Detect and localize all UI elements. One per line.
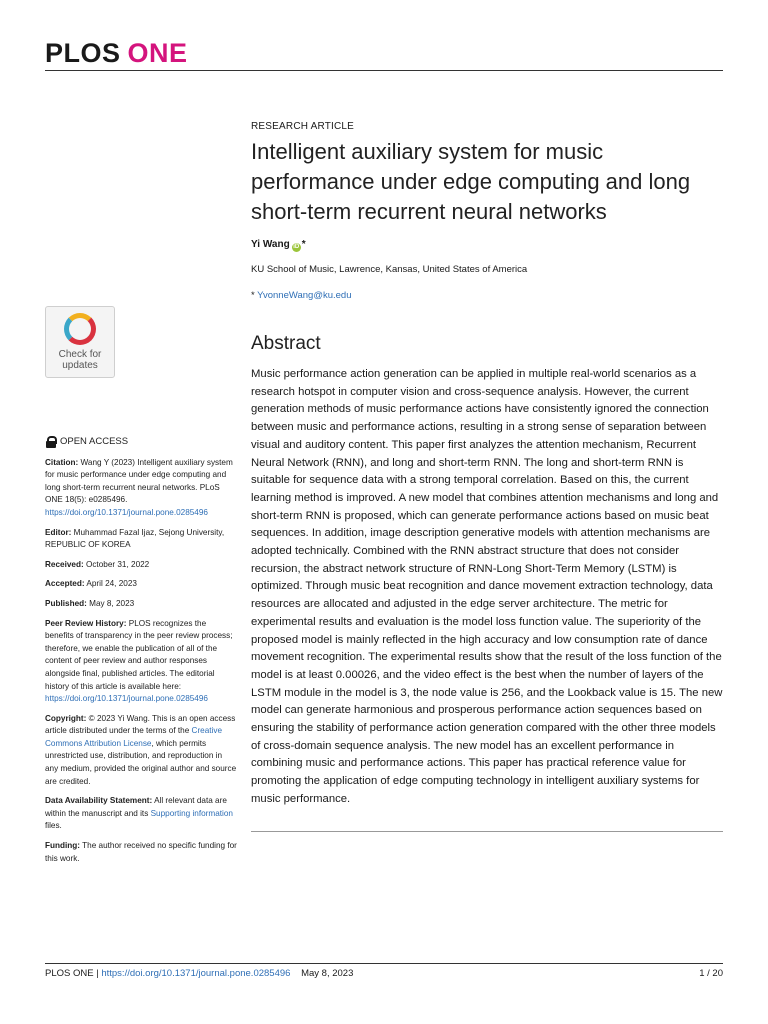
accepted-date: Accepted: April 24, 2023 [45,579,137,589]
open-access-label: OPEN ACCESS [60,436,129,447]
article-type: RESEARCH ARTICLE [251,121,355,132]
editor: Editor: Muhammad Fazal Ijaz, Sejong University, REPUBLIC OF KOREA [45,527,225,550]
orcid-icon[interactable]: iD [293,244,300,250]
published-date: Published: May 8, 2023 [45,598,135,608]
crossmark-label: Check for updates [58,349,102,371]
footer-date: May 8, 2023 [301,968,354,979]
author-line [251,239,306,252]
header-divider [45,70,723,71]
supporting-information-link[interactable]: Supporting information [150,808,233,818]
footer-divider [45,963,723,964]
footer-doi-link[interactable]: https://doi.org/10.1371/journal.pone.0285496 [101,968,291,979]
citation: Citation: Wang Y (2023) Intelligent auxiliary system for music performance under edge computing and long short-term recurrent neural networks. PLoS ONE 18(5): e0285496. https://doi.org/10.1371/journal.pone.0285496 [45,457,233,517]
abstract-divider [251,831,723,832]
email-line [251,290,352,301]
author-name[interactable]: Yi Wang [251,239,290,250]
abstract-heading: Abstract [251,333,321,354]
footer-journal: PLOS ONE | [45,968,99,979]
received-date: Received: October 31, 2022 [45,559,150,569]
page-footer [45,968,353,979]
journal-logo[interactable] [45,38,188,69]
abstract-text: Music performance action generation can be applied in multiple real-world scenarios as a research hotspot in computer vision and cross-sequence analysis. However, the current generation methods of music performance actions have consistently ignored the connection between music and performance actions, resulting in a strong sense of separation between visual and auditory content. This paper first analyzes the attention mechanism, Recurrent Neural Network (RNN), and long and short-term RNN. The long and short-term RNN is suitable for sequence data with a strong temporal correlation. Based on this, the current learning method is improved. A new model that combines attention mechanisms and long and short-term RNN is proposed, which can generate performance actions based on music beat sequences. In addition, image description generative models with attention mechanisms are adopted technically. Combined with the RNN abstract structure that does not consider recursion, the abstract network structure of RNN-Long Short-Term Memory (LSTM) is optimized. Through music beat recognition and dance movement extraction technology, data resources are allocated and adjusted in the edge server architecture. The metric for experimental results and evaluation is the model loss function value. The superiority of the proposed model is mainly reflected in the high accuracy and low consumption rate of dance movement recognition. The experimental results show that the result of the loss function of the model is at least 0.00026, and the video effect is the best when the number of layers of the LSTM module in the model is 3, the node value is 256, and the Lookback value is 15. The new model can generate harmonious and prosperous performance action sequences based on ensuring the stability of performance action generation compared with the other three models of cross-domain sequence analysis. The new model has an excellent performance in combining music and performance actions. This paper has practical reference value for promoting the application of edge computing technology in intelligent auxiliary systems for music performance. [251,368,723,805]
funding: Funding: The author received no specific funding for this work. [45,841,237,863]
affiliation: KU School of Music, Lawrence, Kansas, United States of America [251,264,528,275]
crossmark-icon [64,313,96,345]
check-for-updates-badge[interactable] [45,306,115,378]
open-access [45,436,237,449]
peer-review-history: Peer Review History: PLOS recognizes the benefits of transparency in the peer review process; therefore, we enable the publication of all of the content of peer review and author responses alongside final, published articles. The editorial history of this article is available here: https://doi.org/10.1371/journal.pone.0285496 [45,618,233,704]
copyright: Copyright: © 2023 Yi Wang. This is an open access article distributed under the terms of the Creative Commons Attribution License, which permits unrestricted use, distribution, and reproduction in any medium, provided the original author and source are credited. [45,713,237,786]
peer-review-link[interactable]: https://doi.org/10.1371/journal.pone.0285496 [45,694,208,704]
article-title: Intelligent auxiliary system for music performance under edge computing and long short-term recurrent neural networks [251,139,691,224]
data-availability: Data Availability Statement: All relevant data are within the manuscript and its Supporting information files. [45,796,233,831]
logo-plos: PLOS [45,38,121,68]
license-link[interactable]: Creative Commons Attribution License [45,726,223,748]
logo-one: ONE [127,38,188,68]
email-mark: * [251,290,255,301]
citation-doi-link[interactable]: https://doi.org/10.1371/journal.pone.0285496 [45,507,208,517]
email-link[interactable]: YvonneWang@ku.edu [257,290,352,301]
author-corresponding-mark: * [301,239,306,250]
page-number: 1 / 20 [699,968,723,979]
open-lock-icon [45,436,57,448]
article-info-sidebar [45,436,237,872]
